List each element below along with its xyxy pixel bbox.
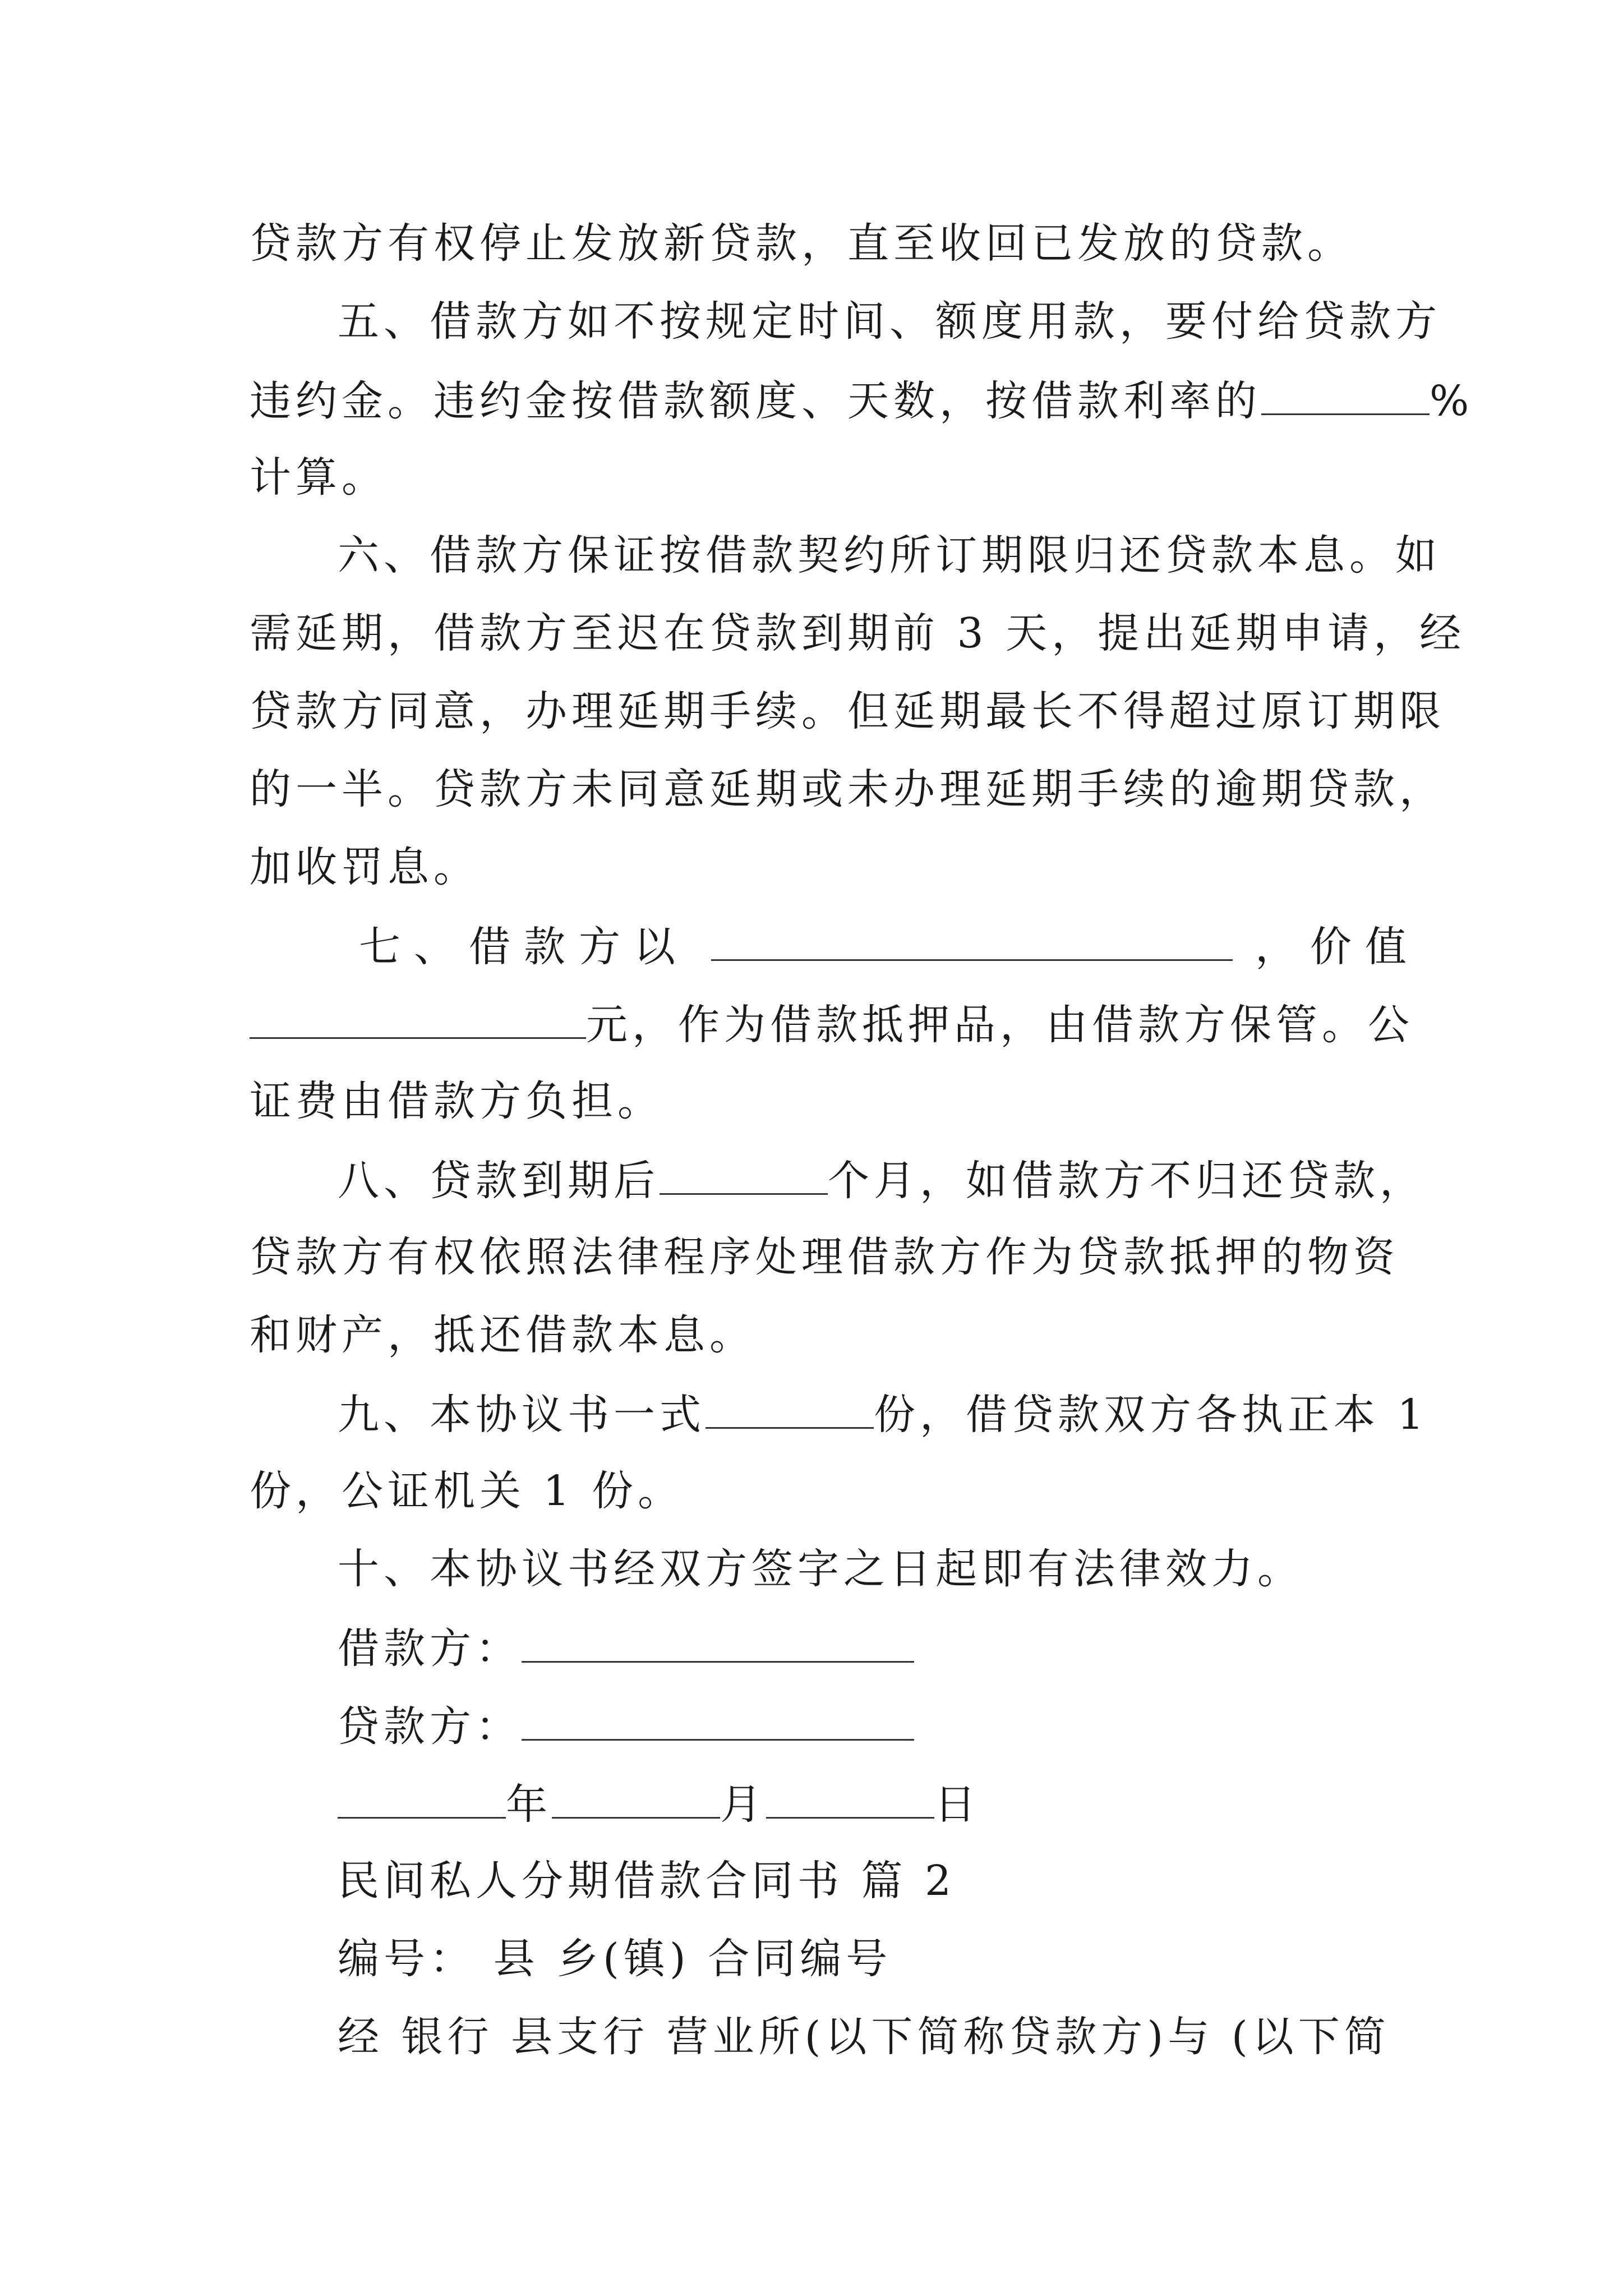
clause-9 [338, 1391, 1428, 1439]
text-line: 计算。 [250, 453, 388, 501]
text-segment: % [1430, 377, 1474, 425]
blank-field [552, 1782, 720, 1819]
blank-field [250, 1002, 586, 1039]
blank-field [522, 1704, 914, 1741]
label: 年 [506, 1780, 552, 1829]
text-segment: 八、贷款到期后 [338, 1157, 660, 1205]
clause-10: 十、本协议书经双方签字之日起即有法律效力。 [338, 1545, 1303, 1593]
text-line: 贷款方同意，办理延期手续。但延期最长不得超过原订期限 [250, 687, 1445, 735]
text-segment: 元，作为借款抵押品，由借款方保管。公 [586, 1001, 1414, 1049]
text-line: 和财产，抵还借款本息。 [250, 1311, 755, 1359]
text-line: 贷款方有权停止发放新贷款，直至收回已发放的贷款。 [250, 219, 1353, 268]
clause-6: 六、借款方保证按借款契约所订期限归还贷款本息。如 [338, 531, 1441, 579]
text-line: 证费由借款方负担。 [250, 1077, 663, 1125]
label: 借款方： [338, 1625, 522, 1673]
text-segment: 份，借贷款双方各执正本 1 [874, 1391, 1428, 1439]
label: 贷款方： [338, 1703, 522, 1751]
label: 日 [934, 1780, 980, 1829]
text-line [250, 1001, 1414, 1049]
text-line [250, 377, 1474, 425]
blank-field [706, 1392, 874, 1429]
text-segment: 九、本协议书一式 [338, 1391, 706, 1439]
text-segment: 违约金。违约金按借款额度、天数，按借款利率的 [250, 377, 1261, 425]
text-line: 经 银行 县支行 营业所(以下简称贷款方)与 (以下简 [338, 2013, 1390, 2061]
blank-field [766, 1782, 934, 1819]
blank-field [522, 1626, 914, 1663]
blank-field [338, 1782, 506, 1819]
text-segment: ，价值 [1255, 923, 1420, 971]
blank-field [1261, 379, 1430, 415]
text-segment: 七、借款方以 [359, 923, 689, 971]
borrower-signature [338, 1625, 914, 1673]
blank-field [660, 1158, 828, 1195]
text-line: 份，公证机关 1 份。 [250, 1467, 684, 1515]
signing-date [338, 1780, 980, 1829]
section-title: 民间私人分期借款合同书 篇 2 [338, 1857, 956, 1905]
blank-field [711, 924, 1233, 961]
text-line: 需延期，借款方至迟在贷款到期前 3 天，提出延期申请，经 [250, 609, 1466, 657]
label: 月 [720, 1780, 766, 1829]
contract-number: 编号： 县 乡(镇) 合同编号 [338, 1935, 892, 1983]
clause-7 [359, 923, 1420, 971]
text-line: 贷款方有权依照法律程序处理借款方作为贷款抵押的物资 [250, 1233, 1399, 1281]
text-segment: 个月，如借款方不归还贷款， [828, 1157, 1426, 1205]
text-line: 的一半。贷款方未同意延期或未办理延期手续的逾期贷款， [250, 765, 1445, 813]
text-line: 加收罚息。 [250, 843, 479, 891]
clause-5: 五、借款方如不按规定时间、额度用款，要付给贷款方 [338, 297, 1441, 346]
lender-signature [338, 1703, 914, 1751]
clause-8 [338, 1157, 1426, 1205]
